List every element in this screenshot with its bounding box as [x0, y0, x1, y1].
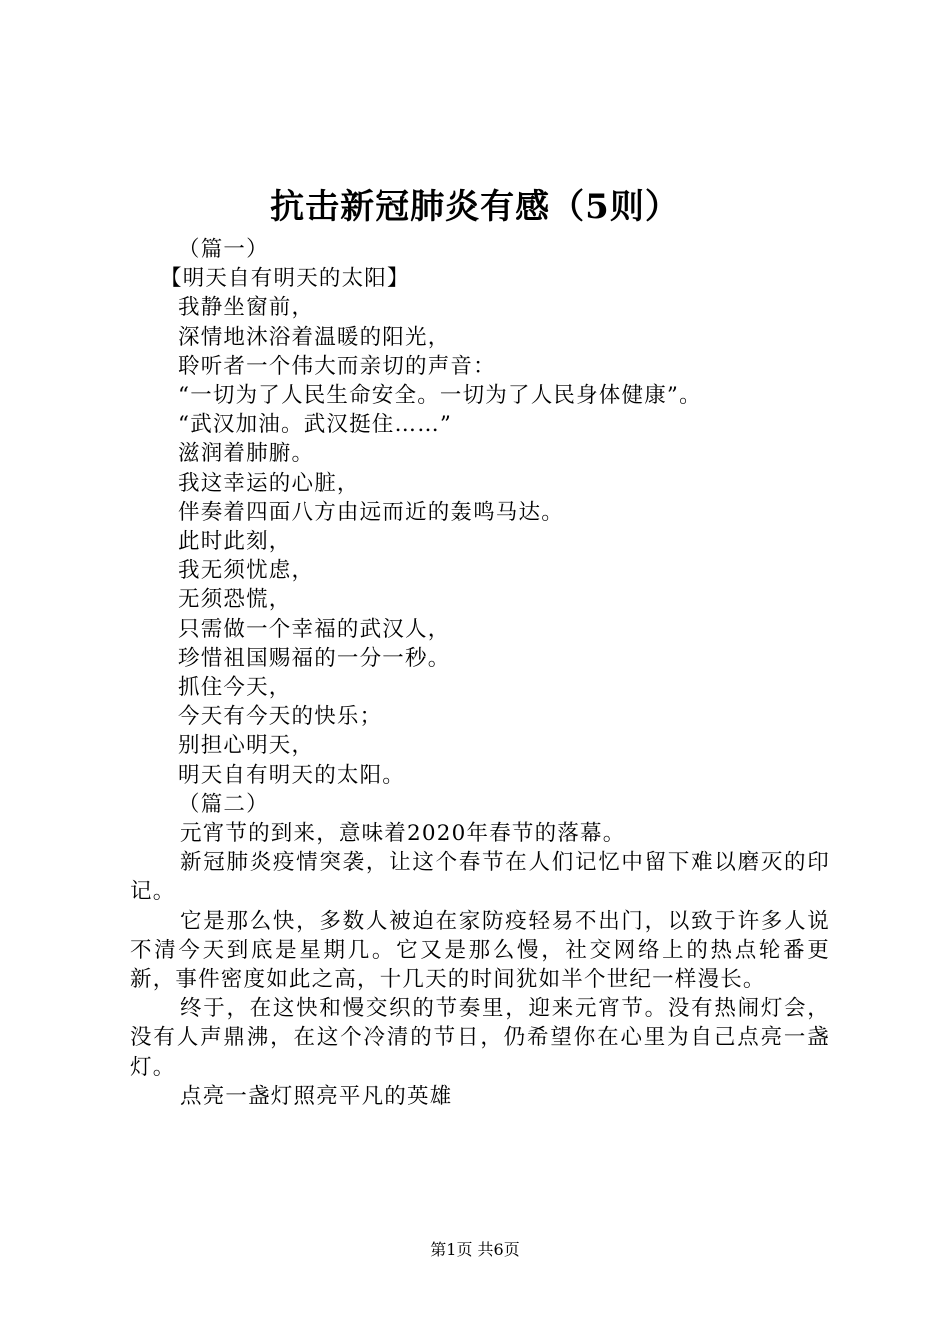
- paragraph: 新冠肺炎疫情突袭，让这个春节在人们记忆中留下难以磨灭的印记。: [130, 850, 830, 905]
- poem-line: 伴奏着四面八方由远而近的轰鸣马达。: [178, 499, 564, 525]
- poem-line: 我这幸运的心脏，: [178, 470, 360, 496]
- poem-line: “一切为了人民生命安全。一切为了人民身体健康”。: [178, 383, 702, 409]
- section-label: （篇一）: [178, 237, 269, 262]
- paragraph: 它是那么快，多数人被迫在家防疫轻易不出门，以致于许多人说不清今天到底是星期几。它又是那么慢，社交网络上的热点轮番更新，事件密度如此之高，十几天的时间犹如半个世纪一样漫长。: [130, 908, 830, 993]
- poem-line: 珍惜祖国赐福的一分一秒。: [178, 645, 451, 671]
- section-label: （篇二）: [178, 791, 269, 817]
- poem-line: 别担心明天，: [178, 733, 315, 759]
- poem-line: 聆听者一个伟大而亲切的声音：: [178, 353, 496, 379]
- poem-line: “武汉加油。武汉挺住……”: [178, 412, 453, 438]
- poem-line: 深情地沐浴着温暖的阳光，: [178, 324, 451, 350]
- poem-line: 抓住今天，: [178, 675, 292, 701]
- poem-line: 我静坐窗前，: [178, 295, 315, 321]
- document-title: 抗击新冠肺炎有感（5则）: [270, 187, 680, 227]
- paragraph: 终于，在这快和慢交织的节奏里，迎来元宵节。没有热闹灯会，没有人声鼎沸，在这个冷清的节日，仍希望你在心里为自己点亮一盏灯。: [130, 996, 830, 1080]
- poem-title: 【明天自有明天的太阳】: [160, 266, 410, 292]
- poem-line: 只需做一个幸福的武汉人，: [178, 616, 451, 642]
- poem-line: 无须恐慌，: [178, 587, 292, 613]
- document-body: [130, 235, 830, 1111]
- poem-line: 此时此刻，: [178, 529, 292, 555]
- poem-line: 滋润着肺腑。: [178, 441, 315, 467]
- poem-line: 我无须忧虑，: [178, 558, 315, 584]
- paragraph: 元宵节的到来，意味着2020年春节的落幕。: [180, 821, 626, 847]
- paragraph: 点亮一盏灯照亮平凡的英雄: [180, 1083, 453, 1109]
- poem-line: 明天自有明天的太阳。: [178, 762, 406, 788]
- page-footer: 第1页 共6页: [430, 1240, 520, 1259]
- poem-line: 今天有今天的快乐；: [178, 704, 383, 730]
